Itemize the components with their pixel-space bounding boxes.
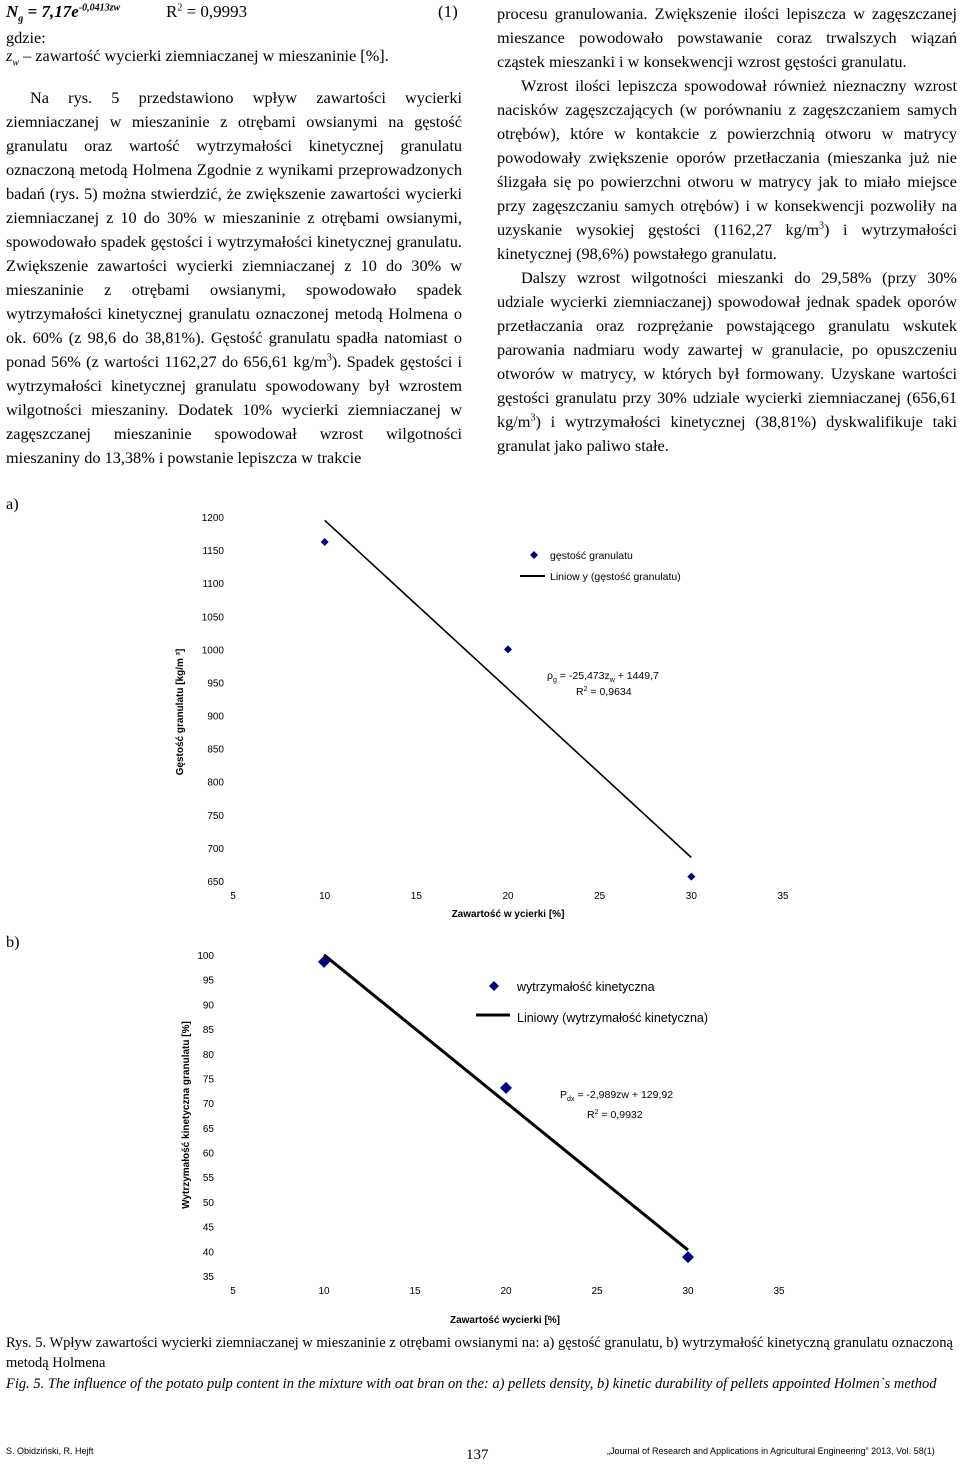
trendline	[324, 955, 688, 1250]
density-x-ticks	[230, 891, 789, 902]
x-tick-label: 30	[682, 1286, 694, 1297]
x-tick-label: 10	[318, 1286, 330, 1297]
y-tick-label: 50	[202, 1197, 214, 1209]
right-para3-a: Dalszy wzrost wilgotności mieszanki do 29,58% (przy 30% udziale wycierki ziemniaczanej) spowodował jednak spadek oporów przetłaczania oraz rozprężanie powstającego granulatu wskutek parowania nadmiaru wody zawartej w granulacie, po opuszczeniu otworów w matrycy, w których był formowany. Uzyskane wartości gęstości granulatu przy 30% udziale wycierki ziemniaczanej (656,61 kg/m	[497, 268, 957, 431]
durability-legend-trend: Liniowy (wytrzymałość kinetyczna)	[517, 1011, 709, 1025]
y-tick-label: 40	[202, 1247, 214, 1259]
durability-trendline	[324, 955, 688, 1250]
y-tick-label: 95	[202, 975, 214, 987]
y-tick-label: 80	[202, 1049, 214, 1061]
durability-equation: $P_{dx} = -2,989zw + 129,92$	[560, 1089, 674, 1103]
where-definition	[6, 44, 389, 68]
equation	[6, 2, 476, 24]
x-tick-label: 20	[502, 891, 514, 902]
y-tick-label: 900	[207, 711, 224, 723]
durability-legend-series: wytrzymałość kinetyczna	[517, 980, 655, 994]
y-tick-label: 800	[207, 777, 224, 789]
y-tick-label: 850	[207, 744, 224, 756]
right-para2-a: Wzrost ilości lepiszcza spowodował również nieznaczny wzrost nacisków zagęszczających (w porównaniu z zagęszczaniem samych otrębów), które w kontakcie z powierzchnią otworu w matrycy powodowały zwiększenie oporów przetłaczania (mieszanka już nie ślizgała się po powierzchni otworu w matrycy jak to miało miejsce przy zagęszczaniu samych otrębów) i w konsekwencji pozwoliły na uzyskanie wysokiej gęstości (1162,27 kg/m	[497, 76, 957, 239]
x-tick-label: 35	[777, 891, 789, 902]
right-para2	[497, 74, 957, 266]
y-tick-label: 85	[202, 1025, 214, 1037]
equation-r2-value: = 0,9993	[182, 2, 248, 21]
equation-number: (1)	[438, 2, 458, 21]
x-tick-label: 30	[685, 891, 697, 902]
left-para1-b: ). Spadek gęstości i wytrzymałości kinetycznej granulatu spowodowany był wzrostem wilgotności mieszaniny. Dodatek 10% wycierki ziemniaczanej w zagęszczanej mieszaninie spowodował wzrost wilgotności mieszaniny do 13,38% i powstanie lepiszcza w trakcie	[6, 352, 463, 467]
equation-rhs: = 7,17e	[23, 2, 79, 21]
equation-lhs-sub: g	[18, 13, 24, 25]
density-legend-trend: Liniow y (gęstość granulatu)	[550, 571, 681, 583]
right-para3-sup: 3	[530, 412, 536, 424]
y-tick-label: 750	[207, 810, 224, 822]
durability-y-label: Wytrzymałość kinetyczna granulatu [%]	[181, 1021, 192, 1209]
y-tick-label: 650	[207, 877, 224, 888]
y-tick-label: 60	[202, 1148, 214, 1160]
durability-chart	[0, 940, 960, 1330]
where-var-sub: w	[12, 57, 20, 69]
durability-y-ticks	[197, 951, 214, 1283]
y-tick-label: 1000	[201, 645, 224, 657]
x-tick-label: 15	[409, 1286, 421, 1297]
data-point	[682, 1251, 694, 1263]
left-column-text	[6, 86, 462, 470]
x-tick-label: 5	[230, 891, 236, 902]
data-point	[687, 873, 695, 881]
y-tick-label: 90	[202, 1000, 214, 1012]
y-tick-label: 1050	[201, 612, 224, 624]
figure-caption-en: Fig. 5. The influence of the potato pulp content in the mixture with oat bran on the: a) pellets density, b) kinetic durability of pellets appointed Holmen`s method	[6, 1376, 937, 1392]
panel-label-b: b)	[6, 932, 20, 951]
x-tick-label: 5	[230, 1286, 236, 1297]
right-para3-b: ) i wytrzymałości kinetycznej (38,81%) dyskwalifikuje taki granulat jako paliwo stałe.	[497, 412, 957, 455]
density-equation: $\rho_g = -25,473z_w + 1449,7$	[547, 670, 659, 684]
left-para1-sup: 3	[326, 352, 332, 364]
data-point	[504, 645, 512, 653]
where-var: z	[6, 46, 13, 65]
equation-lhs: N	[6, 2, 19, 21]
density-chart	[0, 500, 960, 930]
panel-label-a: a)	[6, 494, 19, 513]
equation-r2: R	[166, 2, 178, 21]
right-para1: procesu granulowania. Zwiększenie ilości lepiszcza w zagęszczanej mieszance powodowało powstawanie coraz trwalszych wiązań cząstek mieszanki i w konsekwencji wzrost gęstości granulatu.	[497, 4, 957, 71]
durability-legend-marker	[489, 981, 499, 991]
y-tick-label: 70	[202, 1099, 214, 1111]
y-tick-label: 1100	[202, 579, 224, 591]
y-tick-label: 75	[202, 1074, 214, 1086]
y-tick-label: 55	[202, 1173, 214, 1185]
footer-journal: „Journal of Research and Applications in Agricultural Engineering” 2013, Vol. 58(1)	[607, 1446, 935, 1456]
where-def: – zawartość wycierki ziemniaczanej w mieszaninie [%].	[19, 46, 389, 65]
x-tick-label: 35	[773, 1286, 785, 1297]
x-tick-label: 25	[591, 1286, 603, 1297]
y-tick-label: 950	[207, 678, 224, 690]
density-y-ticks	[202, 513, 225, 888]
y-tick-label: 35	[202, 1272, 214, 1283]
equation-r2-sup: 2	[177, 2, 183, 14]
right-para2-b: ) i wytrzymałości kinetycznej (98,6%) powstałego granulatu.	[497, 220, 957, 263]
right-para3	[497, 266, 957, 458]
left-para1-a: Na rys. 5 przedstawiono wpływ zawartości wycierki ziemniaczanej w mieszaninie z otrębami owsianymi na gęstość granulatu oraz wartość wytrzymałości kinetycznej granulatu oznaczoną metodą Holmena Zgodnie z wynikami przeprowadzonych badań (rys. 5) można stwierdzić, że zwiększenie zawartości wycierki ziemniaczanej z 10 do 30% w mieszaninie z otrębami owsianymi, spowodowało spadek gęstości i wytrzymałości kinetycznej granulatu. Zwiększenie zawartości wycierki ziemniaczanej z 10 do 30% w mieszaninie z otrębami owsianymi, spowodowało spadek wytrzymałości kinetycznej granulatu oznaczonej metodą Holmena o ok. 60% (z 98,6 do 38,81%). Gęstość granulatu spadła natomiast o ponad 56% (z wartości 1162,27 do 656,61 kg/m	[6, 88, 462, 371]
y-tick-label: 100	[197, 951, 214, 962]
y-tick-label: 45	[202, 1222, 214, 1234]
y-tick-label: 700	[207, 843, 224, 855]
y-tick-label: 1150	[202, 546, 224, 558]
durability-x-ticks	[230, 1286, 785, 1297]
durability-legend	[476, 980, 708, 1025]
x-tick-label: 10	[319, 891, 331, 902]
page-number: 137	[466, 1447, 489, 1463]
footer-authors: S. Obidziński, R. Hejft	[6, 1446, 94, 1456]
data-point	[321, 538, 329, 546]
right-column-text	[497, 2, 957, 458]
x-tick-label: 20	[500, 1286, 512, 1297]
durability-x-label: Zawartość wycierki [%]	[449, 1315, 561, 1326]
x-tick-label: 15	[410, 891, 422, 902]
figure-caption-pl: Rys. 5. Wpływ zawartości wycierki ziemniaczanej w mieszaninie z otrębami owsianymi na: a) gęstość granulatu, b) wytrzymałość kinetyczną granulatu oznaczoną metodą Holmena	[6, 1335, 953, 1371]
density-legend	[512, 545, 712, 591]
y-tick-label: 65	[202, 1123, 214, 1135]
right-para2-sup: 3	[818, 220, 824, 232]
x-tick-label: 25	[594, 891, 606, 902]
y-tick-label: 1200	[201, 513, 224, 524]
durability-r2: $R^2 = 0,9932$	[587, 1109, 643, 1121]
equation-exponent: -0,0413zw	[78, 2, 121, 14]
density-y-label: Gęstość granulatu [kg/m ³]	[175, 648, 186, 776]
density-x-label: Zawartość w ycierki [%]	[451, 909, 565, 920]
where-label: gdzie:	[6, 28, 46, 47]
data-point	[500, 1082, 512, 1094]
density-r2: $R^2 = 0,9634$	[576, 686, 632, 698]
density-legend-series: gęstość granulatu	[550, 550, 633, 562]
